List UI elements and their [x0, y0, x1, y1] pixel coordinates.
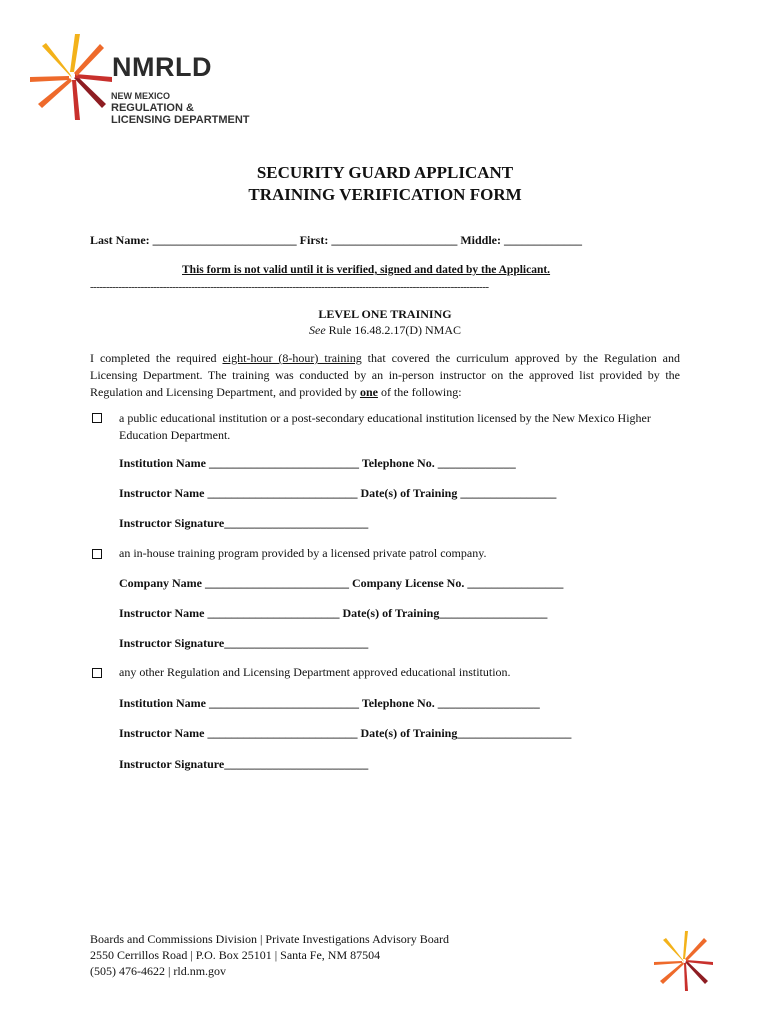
- first-name-field[interactable]: _____________________: [331, 233, 458, 247]
- option-2-row-2: [119, 606, 547, 621]
- institution-name-label: Institution Name: [119, 696, 207, 710]
- training-date-field[interactable]: __________________: [439, 606, 548, 620]
- option-1-row-3: [119, 516, 368, 531]
- middle-name-field[interactable]: _____________: [503, 233, 582, 247]
- instructor-name-field[interactable]: ______________________: [207, 606, 340, 620]
- company-license-label: Company License No.: [352, 576, 465, 590]
- institution-name-label: Institution Name: [119, 456, 207, 470]
- middle-name-label: Middle:: [460, 233, 501, 247]
- company-name-field[interactable]: ________________________: [205, 576, 349, 590]
- agency-abbreviation: NMRLD: [112, 52, 212, 82]
- rule-reference: [0, 323, 770, 338]
- validity-notice: This form is not valid until it is verified, signed and dated by the Applicant.: [182, 264, 551, 276]
- instructor-signature-label: Instructor Signature: [119, 516, 225, 530]
- agency-line-2: REGULATION &: [111, 102, 194, 114]
- institution-name-field[interactable]: _________________________: [209, 456, 360, 470]
- form-title-line-2: TRAINING VERIFICATION FORM: [248, 185, 522, 204]
- last-name-field[interactable]: ________________________: [152, 233, 297, 247]
- instructor-name-label: Instructor Name: [119, 486, 205, 500]
- footer-logo-icon: [652, 929, 716, 993]
- instructor-signature-field[interactable]: ________________________: [224, 636, 369, 650]
- option-1-row-1: [119, 456, 516, 471]
- option-2-row-3: [119, 636, 368, 651]
- option-2-text: an in-house training program provided by a licensed private patrol company.: [119, 546, 487, 560]
- level-heading: LEVEL ONE TRAINING: [318, 307, 452, 321]
- intro-text-1: I completed the required: [90, 351, 223, 365]
- telephone-field[interactable]: _________________: [437, 696, 540, 710]
- training-date-label: Date(s) of Training: [360, 726, 458, 740]
- instructor-name-label: Instructor Name: [119, 726, 205, 740]
- intro-paragraph: [90, 350, 680, 401]
- instructor-signature-label: Instructor Signature: [119, 757, 225, 771]
- rule-text: Rule 16.48.2.17(D) NMAC: [328, 323, 461, 337]
- training-date-field[interactable]: ___________________: [457, 726, 572, 740]
- footer-contact: [90, 931, 449, 979]
- option-1-row-2: [119, 486, 556, 501]
- intro-text-2: that covered the curriculum approved by the Regulation and Licensing Department. The training was conducted by an in-person instructor on the approved list provided by the Regulation and Licensing Department, and provided by: [90, 351, 680, 399]
- instructor-name-field[interactable]: _________________________: [207, 486, 358, 500]
- instructor-signature-field[interactable]: ________________________: [224, 516, 369, 530]
- form-title-line-1: SECURITY GUARD APPLICANT: [256, 163, 514, 182]
- option-2-checkbox[interactable]: [92, 549, 102, 559]
- agency-line-1: NEW MEXICO: [111, 91, 171, 101]
- option-3-row-1: [119, 696, 540, 711]
- option-1-checkbox[interactable]: [92, 413, 102, 423]
- training-date-field[interactable]: ________________: [460, 486, 557, 500]
- instructor-signature-field[interactable]: ________________________: [224, 757, 369, 771]
- telephone-label: Telephone No.: [361, 456, 435, 470]
- agency-name: [111, 90, 250, 126]
- option-3-row-2: [119, 726, 571, 741]
- dashed-separator: ------------------------------------------------------------------------------------------------------------------------------: [90, 281, 489, 293]
- telephone-label: Telephone No.: [361, 696, 435, 710]
- option-3-checkbox[interactable]: [92, 668, 102, 678]
- name-fields-row: [90, 233, 582, 248]
- training-date-label: Date(s) of Training: [360, 486, 458, 500]
- institution-name-field[interactable]: _________________________: [209, 696, 360, 710]
- intro-text-3: of the following:: [377, 385, 462, 399]
- option-3-text: any other Regulation and Licensing Department approved educational institution.: [119, 665, 511, 679]
- instructor-signature-label: Instructor Signature: [119, 636, 225, 650]
- company-name-label: Company Name: [119, 576, 202, 590]
- first-name-label: First:: [299, 233, 329, 247]
- footer-line-1: Boards and Commissions Division | Private Investigations Advisory Board: [90, 932, 450, 946]
- option-1-text: a public educational institution or a post-secondary educational institution licensed by the New Mexico Higher Education Department.: [119, 411, 651, 442]
- last-name-label: Last Name:: [90, 233, 150, 247]
- footer-line-2: 2550 Cerrillos Road | P.O. Box 25101 | Santa Fe, NM 87504: [90, 948, 381, 962]
- see-word: See: [309, 323, 326, 337]
- instructor-name-label: Instructor Name: [119, 606, 205, 620]
- training-date-label: Date(s) of Training: [342, 606, 440, 620]
- option-2-row-1: [119, 576, 563, 591]
- agency-line-3: LICENSING DEPARTMENT: [111, 114, 250, 126]
- company-license-field[interactable]: ________________: [467, 576, 564, 590]
- option-3-row-3: [119, 757, 368, 772]
- telephone-field[interactable]: _____________: [437, 456, 516, 470]
- one-word: one: [359, 385, 378, 399]
- instructor-name-field[interactable]: _________________________: [207, 726, 358, 740]
- training-hours-text: eight-hour (8-hour) training: [222, 351, 362, 365]
- footer-line-3: (505) 476-4622 | rld.nm.gov: [90, 964, 227, 978]
